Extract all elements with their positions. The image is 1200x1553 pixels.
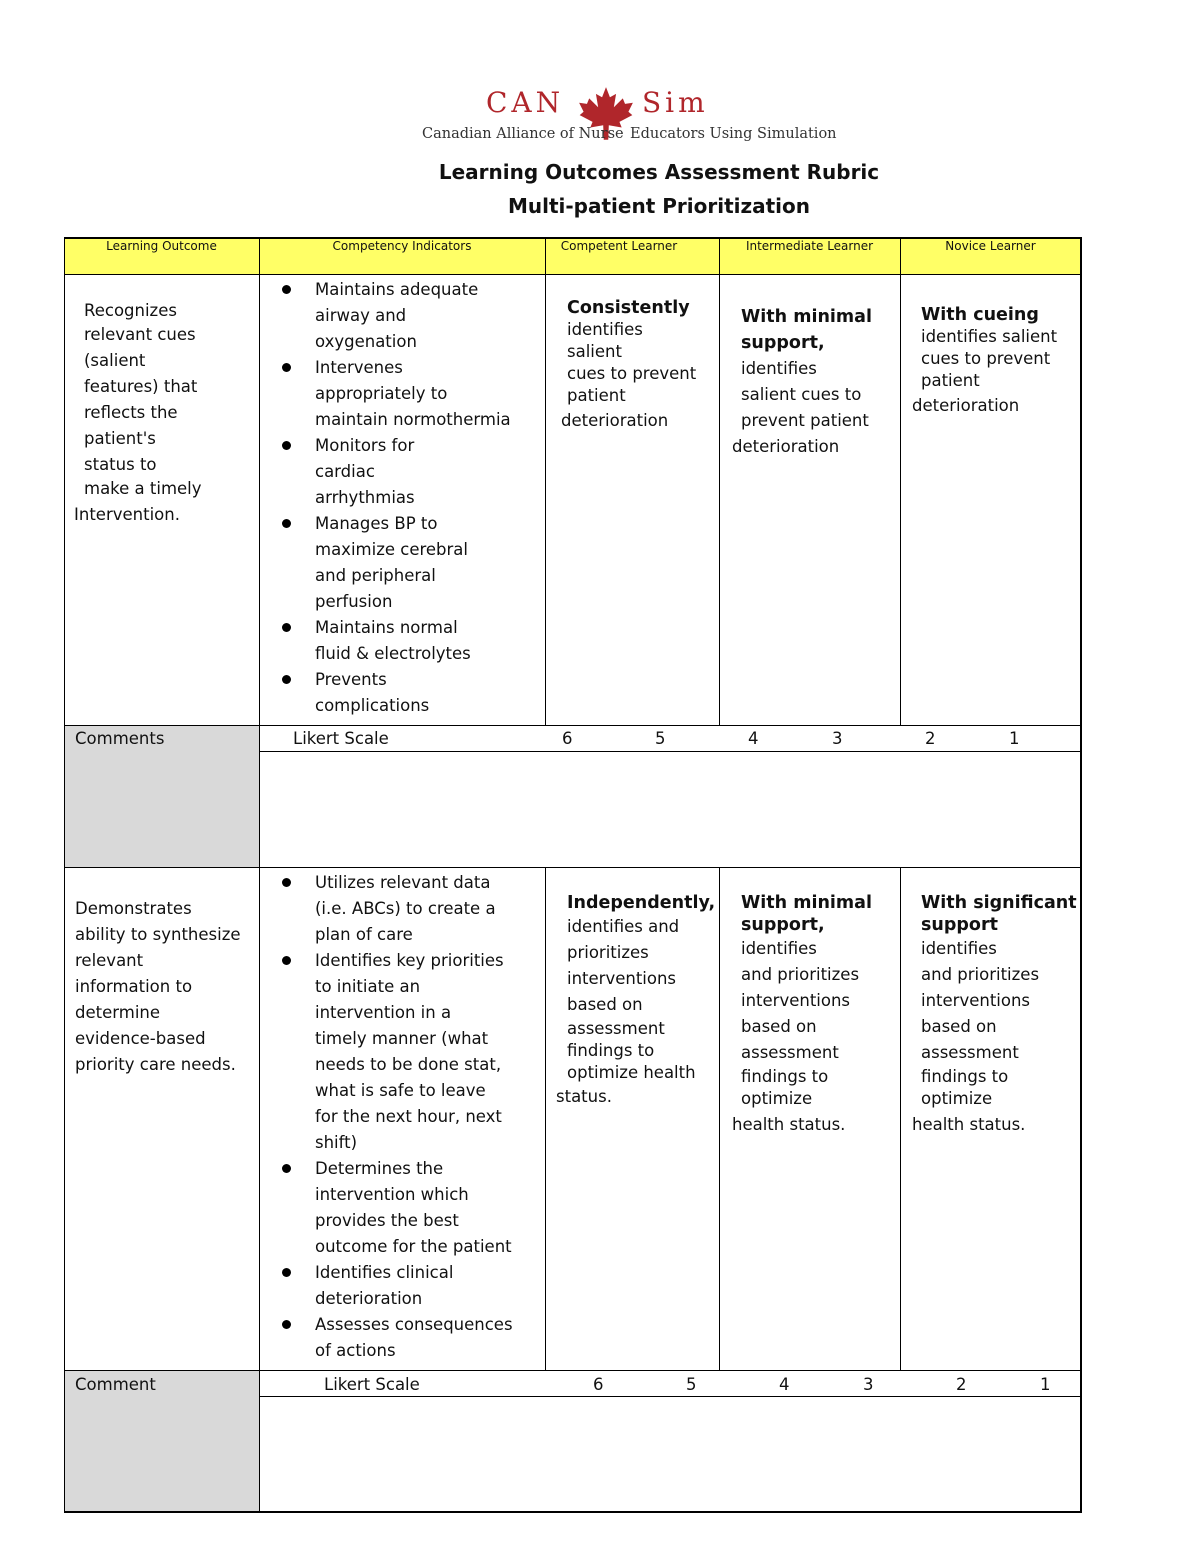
- descriptor-line: identifies: [567, 320, 643, 339]
- likert-value[interactable]: 4: [748, 729, 759, 748]
- likert-value[interactable]: 1: [1009, 729, 1020, 748]
- likert-value[interactable]: 2: [925, 729, 936, 748]
- row-divider: [64, 725, 1081, 726]
- descriptor-line: cues to prevent: [921, 349, 1051, 368]
- outcome-line: relevant cues: [84, 325, 196, 344]
- descriptor-line: optimize: [741, 1089, 813, 1108]
- column-divider: [259, 237, 260, 1512]
- indicator-line: needs to be done stat,: [315, 1055, 502, 1074]
- header-novice-learner: Novice Learner: [945, 239, 1036, 253]
- descriptor-line: optimize health: [567, 1063, 696, 1082]
- descriptor-line: assessment: [567, 1019, 665, 1038]
- novice-lead: support: [921, 915, 998, 935]
- outcome-line: Demonstrates: [75, 899, 192, 918]
- novice-descriptor-2: [912, 891, 1077, 1137]
- descriptor-line: and prioritizes: [921, 965, 1040, 984]
- descriptor-line: assessment: [921, 1043, 1019, 1062]
- comment-area-2[interactable]: [260, 1397, 1080, 1511]
- outcome-line: Recognizes: [84, 301, 177, 320]
- indicator-line: deterioration: [315, 1289, 423, 1308]
- indicator-item: [315, 615, 541, 667]
- row-divider: [64, 867, 1081, 868]
- intermediate-descriptor-1: [732, 304, 872, 460]
- descriptor-line: findings to: [921, 1067, 1009, 1086]
- outcome-line: patient's: [84, 429, 156, 448]
- indicator-line: perfusion: [315, 592, 393, 611]
- indicator-line: provides the best: [315, 1211, 459, 1230]
- indicator-item: [315, 355, 541, 433]
- indicator-line: cardiac: [315, 462, 375, 481]
- indicator-line: to initiate an: [315, 977, 421, 996]
- indicator-line: Identifies key priorities: [315, 951, 504, 970]
- likert-value[interactable]: 3: [863, 1375, 874, 1394]
- outcome-line: relevant: [75, 951, 144, 970]
- descriptor-line: findings to: [567, 1041, 655, 1060]
- indicator-line: Maintains adequate: [315, 280, 479, 299]
- indicator-line: for the next hour, next: [315, 1107, 502, 1126]
- likert-value[interactable]: 6: [593, 1375, 604, 1394]
- indicator-line: Assesses consequences: [315, 1315, 513, 1334]
- likert-label-1: Likert Scale: [293, 729, 389, 748]
- descriptor-line: interventions: [741, 991, 851, 1010]
- outcome-line: features) that: [84, 377, 198, 396]
- indicator-line: Intervenes: [315, 358, 403, 377]
- descriptor-line: deterioration: [561, 411, 669, 430]
- row-divider: [64, 1370, 1081, 1371]
- indicator-line: complications: [315, 696, 430, 715]
- descriptor-line: status.: [556, 1087, 612, 1106]
- comments-label-2: Comment: [75, 1375, 156, 1394]
- indicator-line: appropriately to: [315, 384, 448, 403]
- descriptor-line: interventions: [921, 991, 1031, 1010]
- indicator-item: [315, 433, 541, 511]
- indicator-line: Maintains normal: [315, 618, 458, 637]
- logo-tagline-left: Canadian Alliance of Nurse: [422, 126, 624, 142]
- indicator-line: Manages BP to: [315, 514, 438, 533]
- indicator-line: arrhythmias: [315, 488, 415, 507]
- descriptor-line: salient: [567, 342, 622, 361]
- descriptor-line: findings to: [741, 1067, 829, 1086]
- column-divider: [545, 237, 546, 725]
- descriptor-line: and prioritizes: [741, 965, 860, 984]
- outcome-line: status to: [84, 455, 157, 474]
- descriptor-line: assessment: [741, 1043, 839, 1062]
- logo-sim-text: Sim: [642, 86, 709, 119]
- cansim-logo: [420, 86, 837, 152]
- descriptor-line: prevent patient: [741, 411, 869, 430]
- indicator-line: timely manner (what: [315, 1029, 489, 1048]
- header-competency-indicators: Competency Indicators: [332, 239, 472, 253]
- descriptor-line: patient: [921, 371, 980, 390]
- indicator-line: fluid & electrolytes: [315, 644, 471, 663]
- descriptor-line: based on: [567, 995, 643, 1014]
- descriptor-line: deterioration: [912, 396, 1020, 415]
- indicator-line: outcome for the patient: [315, 1237, 512, 1256]
- indicator-line: airway and: [315, 306, 407, 325]
- header-intermediate-learner: Intermediate Learner: [745, 239, 874, 253]
- competent-lead: Independently,: [567, 893, 716, 913]
- indicator-line: of actions: [315, 1341, 396, 1360]
- descriptor-line: deterioration: [732, 437, 840, 456]
- table-border-bottom: [64, 1511, 1082, 1513]
- likert-value[interactable]: 6: [562, 729, 573, 748]
- indicator-line: intervention in a: [315, 1003, 452, 1022]
- outcome-line: (salient: [84, 351, 146, 370]
- column-divider: [545, 867, 546, 1370]
- indicator-line: shift): [315, 1133, 358, 1152]
- descriptor-line: identifies and: [567, 917, 680, 936]
- likert-value[interactable]: 3: [832, 729, 843, 748]
- descriptor-line: interventions: [567, 969, 677, 988]
- header-learning-outcome: Learning Outcome: [106, 239, 217, 253]
- comments-label-1: Comments: [75, 729, 165, 748]
- likert-value[interactable]: 1: [1040, 1375, 1051, 1394]
- indicator-line: (i.e. ABCs) to create a: [315, 899, 496, 918]
- logo-tagline-right: Educators Using Simulation: [630, 126, 837, 142]
- descriptor-line: patient: [567, 386, 626, 405]
- page-title: Learning Outcomes Assessment Rubric: [438, 160, 880, 184]
- descriptor-line: cues to prevent: [567, 364, 697, 383]
- indicator-item: [315, 948, 541, 1156]
- logo-can-text: CAN: [486, 86, 565, 119]
- indicator-item: [315, 1312, 541, 1364]
- outcome-line: reflects the: [84, 403, 178, 422]
- page-subtitle: Multi-patient Prioritization: [507, 194, 811, 218]
- indicator-line: intervention which: [315, 1185, 469, 1204]
- novice-lead: With cueing: [921, 305, 1039, 325]
- indicator-line: and peripheral: [315, 566, 436, 585]
- likert-value[interactable]: 5: [686, 1375, 697, 1394]
- intermediate-lead: support,: [741, 333, 825, 353]
- descriptor-line: health status.: [912, 1115, 1026, 1134]
- competent-descriptor-1: [561, 297, 697, 432]
- likert-label-2: Likert Scale: [324, 1375, 420, 1394]
- descriptor-line: optimize: [921, 1089, 993, 1108]
- novice-lead: With significant: [921, 893, 1077, 913]
- indicator-item: [315, 277, 541, 355]
- outcome-line: evidence-based: [75, 1029, 206, 1048]
- outcome-line: determine: [75, 1003, 161, 1022]
- column-divider: [719, 237, 720, 725]
- competent-descriptor-2: [556, 891, 716, 1109]
- indicator-line: maximize cerebral: [315, 540, 468, 559]
- competency-indicators-1: [315, 277, 541, 719]
- header-competent-learner: Competent Learner: [560, 239, 678, 253]
- intermediate-lead: With minimal: [741, 893, 872, 913]
- likert-value[interactable]: 2: [956, 1375, 967, 1394]
- indicator-item: [315, 870, 541, 948]
- intermediate-lead: support,: [741, 915, 825, 935]
- descriptor-line: identifies: [921, 939, 997, 958]
- likert-value[interactable]: 5: [655, 729, 666, 748]
- indicator-line: oxygenation: [315, 332, 417, 351]
- indicator-line: Monitors for: [315, 436, 415, 455]
- likert-value[interactable]: 4: [779, 1375, 790, 1394]
- indicator-item: [315, 511, 541, 615]
- indicator-line: maintain normothermia: [315, 410, 511, 429]
- indicator-item: [315, 667, 541, 719]
- descriptor-line: identifies salient: [921, 327, 1058, 346]
- indicator-line: Utilizes relevant data: [315, 873, 491, 892]
- outcome-line: Intervention.: [74, 505, 180, 524]
- intermediate-descriptor-2: [732, 891, 872, 1137]
- intermediate-lead: With minimal: [741, 307, 872, 327]
- descriptor-line: health status.: [732, 1115, 846, 1134]
- comment-area-1[interactable]: [260, 752, 1080, 867]
- table-border-left: [64, 237, 65, 1512]
- column-divider: [900, 237, 901, 725]
- learning-outcome-1: [74, 298, 202, 528]
- column-divider: [900, 867, 901, 1370]
- indicator-line: what is safe to leave: [315, 1081, 486, 1100]
- competency-indicators-2: [315, 870, 541, 1364]
- learning-outcome-2: [75, 896, 241, 1078]
- indicator-line: Determines the: [315, 1159, 444, 1178]
- descriptor-line: identifies: [741, 939, 817, 958]
- outcome-line: information to: [75, 977, 193, 996]
- outcome-line: make a timely: [84, 479, 202, 498]
- descriptor-line: salient cues to: [741, 385, 862, 404]
- descriptor-line: based on: [921, 1017, 997, 1036]
- indicator-line: plan of care: [315, 925, 413, 944]
- descriptor-line: based on: [741, 1017, 817, 1036]
- row-divider: [64, 274, 1081, 275]
- descriptor-line: prioritizes: [567, 943, 649, 962]
- indicator-line: Prevents: [315, 670, 387, 689]
- table-border-right: [1080, 237, 1082, 1512]
- novice-descriptor-1: [912, 304, 1058, 417]
- column-divider: [719, 867, 720, 1370]
- indicator-item: [315, 1156, 541, 1260]
- indicator-item: [315, 1260, 541, 1312]
- descriptor-line: identifies: [741, 359, 817, 378]
- competent-lead: Consistently: [567, 298, 690, 318]
- indicator-line: Identifies clinical: [315, 1263, 454, 1282]
- outcome-line: priority care needs.: [75, 1055, 236, 1074]
- outcome-line: ability to synthesize: [75, 925, 241, 944]
